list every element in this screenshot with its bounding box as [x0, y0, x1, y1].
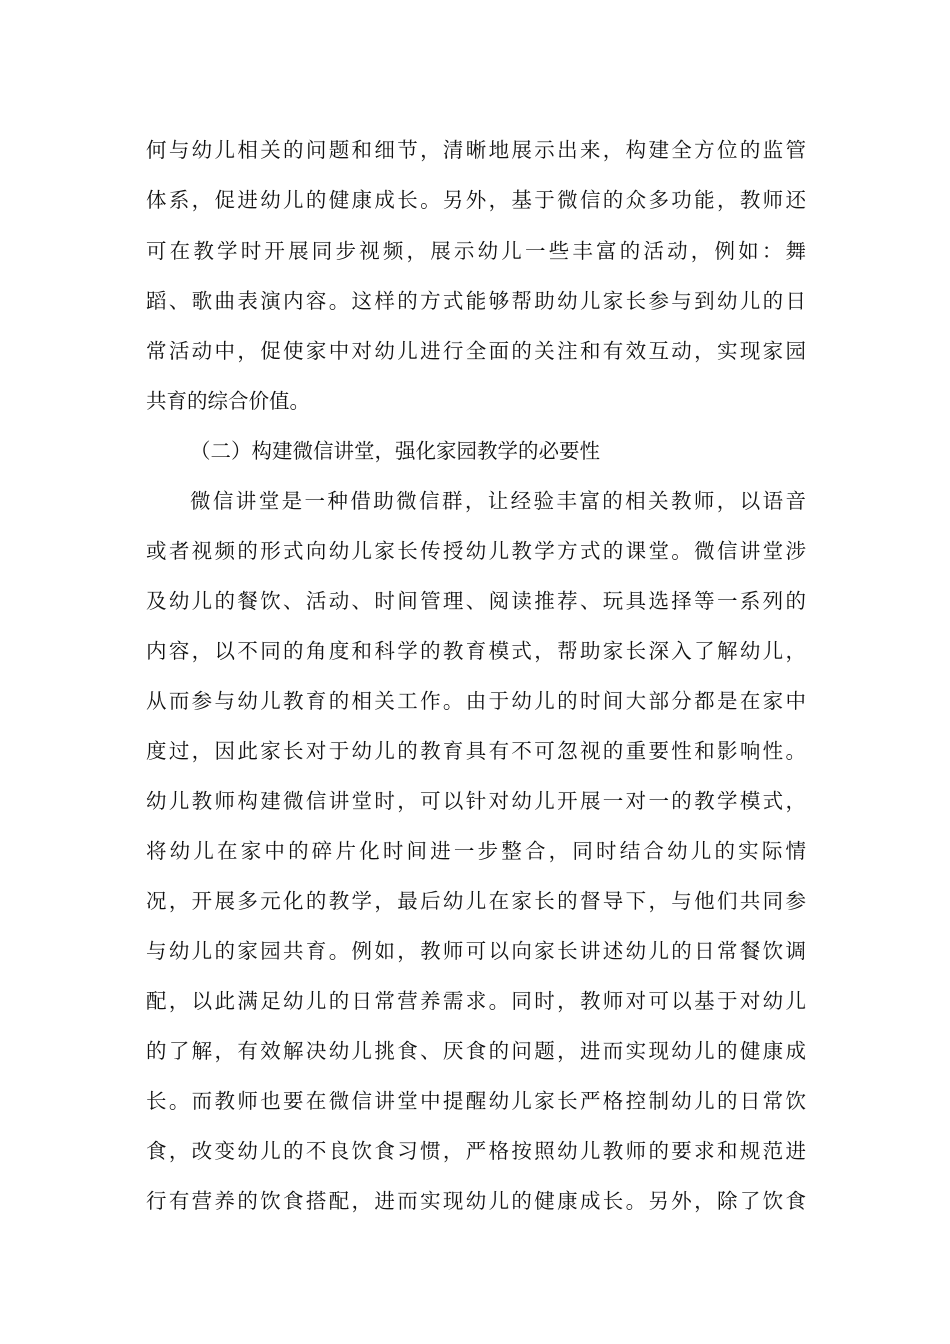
text-line: 长。而教师也要在微信讲堂中提醒幼儿家长严格控制幼儿的日常饮	[146, 1089, 806, 1113]
text-line: 体系，促进幼儿的健康成长。另外，基于微信的众多功能，教师还	[146, 188, 806, 212]
text-line: 何与幼儿相关的问题和细节，清晰地展示出来，构建全方位的监管	[146, 138, 806, 162]
text-line: 微信讲堂是一种借助微信群，让经验丰富的相关教师，以语音	[190, 489, 806, 513]
text-line: 食，改变幼儿的不良饮食习惯，严格按照幼儿教师的要求和规范进	[146, 1139, 806, 1163]
text-line: 度过，因此家长对于幼儿的教育具有不可忽视的重要性和影响性。	[146, 739, 806, 763]
text-line: 共育的综合价值。	[146, 389, 310, 413]
text-line: 蹈、歌曲表演内容。这样的方式能够帮助幼儿家长参与到幼儿的日	[146, 289, 806, 313]
text-line: 配，以此满足幼儿的日常营养需求。同时，教师对可以基于对幼儿	[146, 989, 806, 1013]
text-line: 将幼儿在家中的碎片化时间进一步整合，同时结合幼儿的实际情	[146, 839, 806, 863]
section-heading: （二）构建微信讲堂，强化家园教学的必要性	[190, 439, 600, 463]
text-line: 幼儿教师构建微信讲堂时，可以针对幼儿开展一对一的教学模式，	[146, 789, 806, 813]
text-line: 从而参与幼儿教育的相关工作。由于幼儿的时间大部分都是在家中	[146, 689, 806, 713]
text-line: 或者视频的形式向幼儿家长传授幼儿教学方式的课堂。微信讲堂涉	[146, 539, 806, 563]
text-line: 与幼儿的家园共育。例如，教师可以向家长讲述幼儿的日常餐饮调	[146, 939, 806, 963]
text-line: 可在教学时开展同步视频，展示幼儿一些丰富的活动，例如：舞	[146, 239, 806, 263]
text-line: 行有营养的饮食搭配，进而实现幼儿的健康成长。另外，除了饮食	[146, 1189, 806, 1213]
text-line: 的了解，有效解决幼儿挑食、厌食的问题，进而实现幼儿的健康成	[146, 1039, 806, 1063]
text-line: 及幼儿的餐饮、活动、时间管理、阅读推荐、玩具选择等一系列的	[146, 589, 806, 613]
text-line: 内容，以不同的角度和科学的教育模式，帮助家长深入了解幼儿，	[146, 639, 806, 663]
text-line: 常活动中，促使家中对幼儿进行全面的关注和有效互动，实现家园	[146, 339, 806, 363]
text-line: 况，开展多元化的教学，最后幼儿在家长的督导下，与他们共同参	[146, 889, 806, 913]
